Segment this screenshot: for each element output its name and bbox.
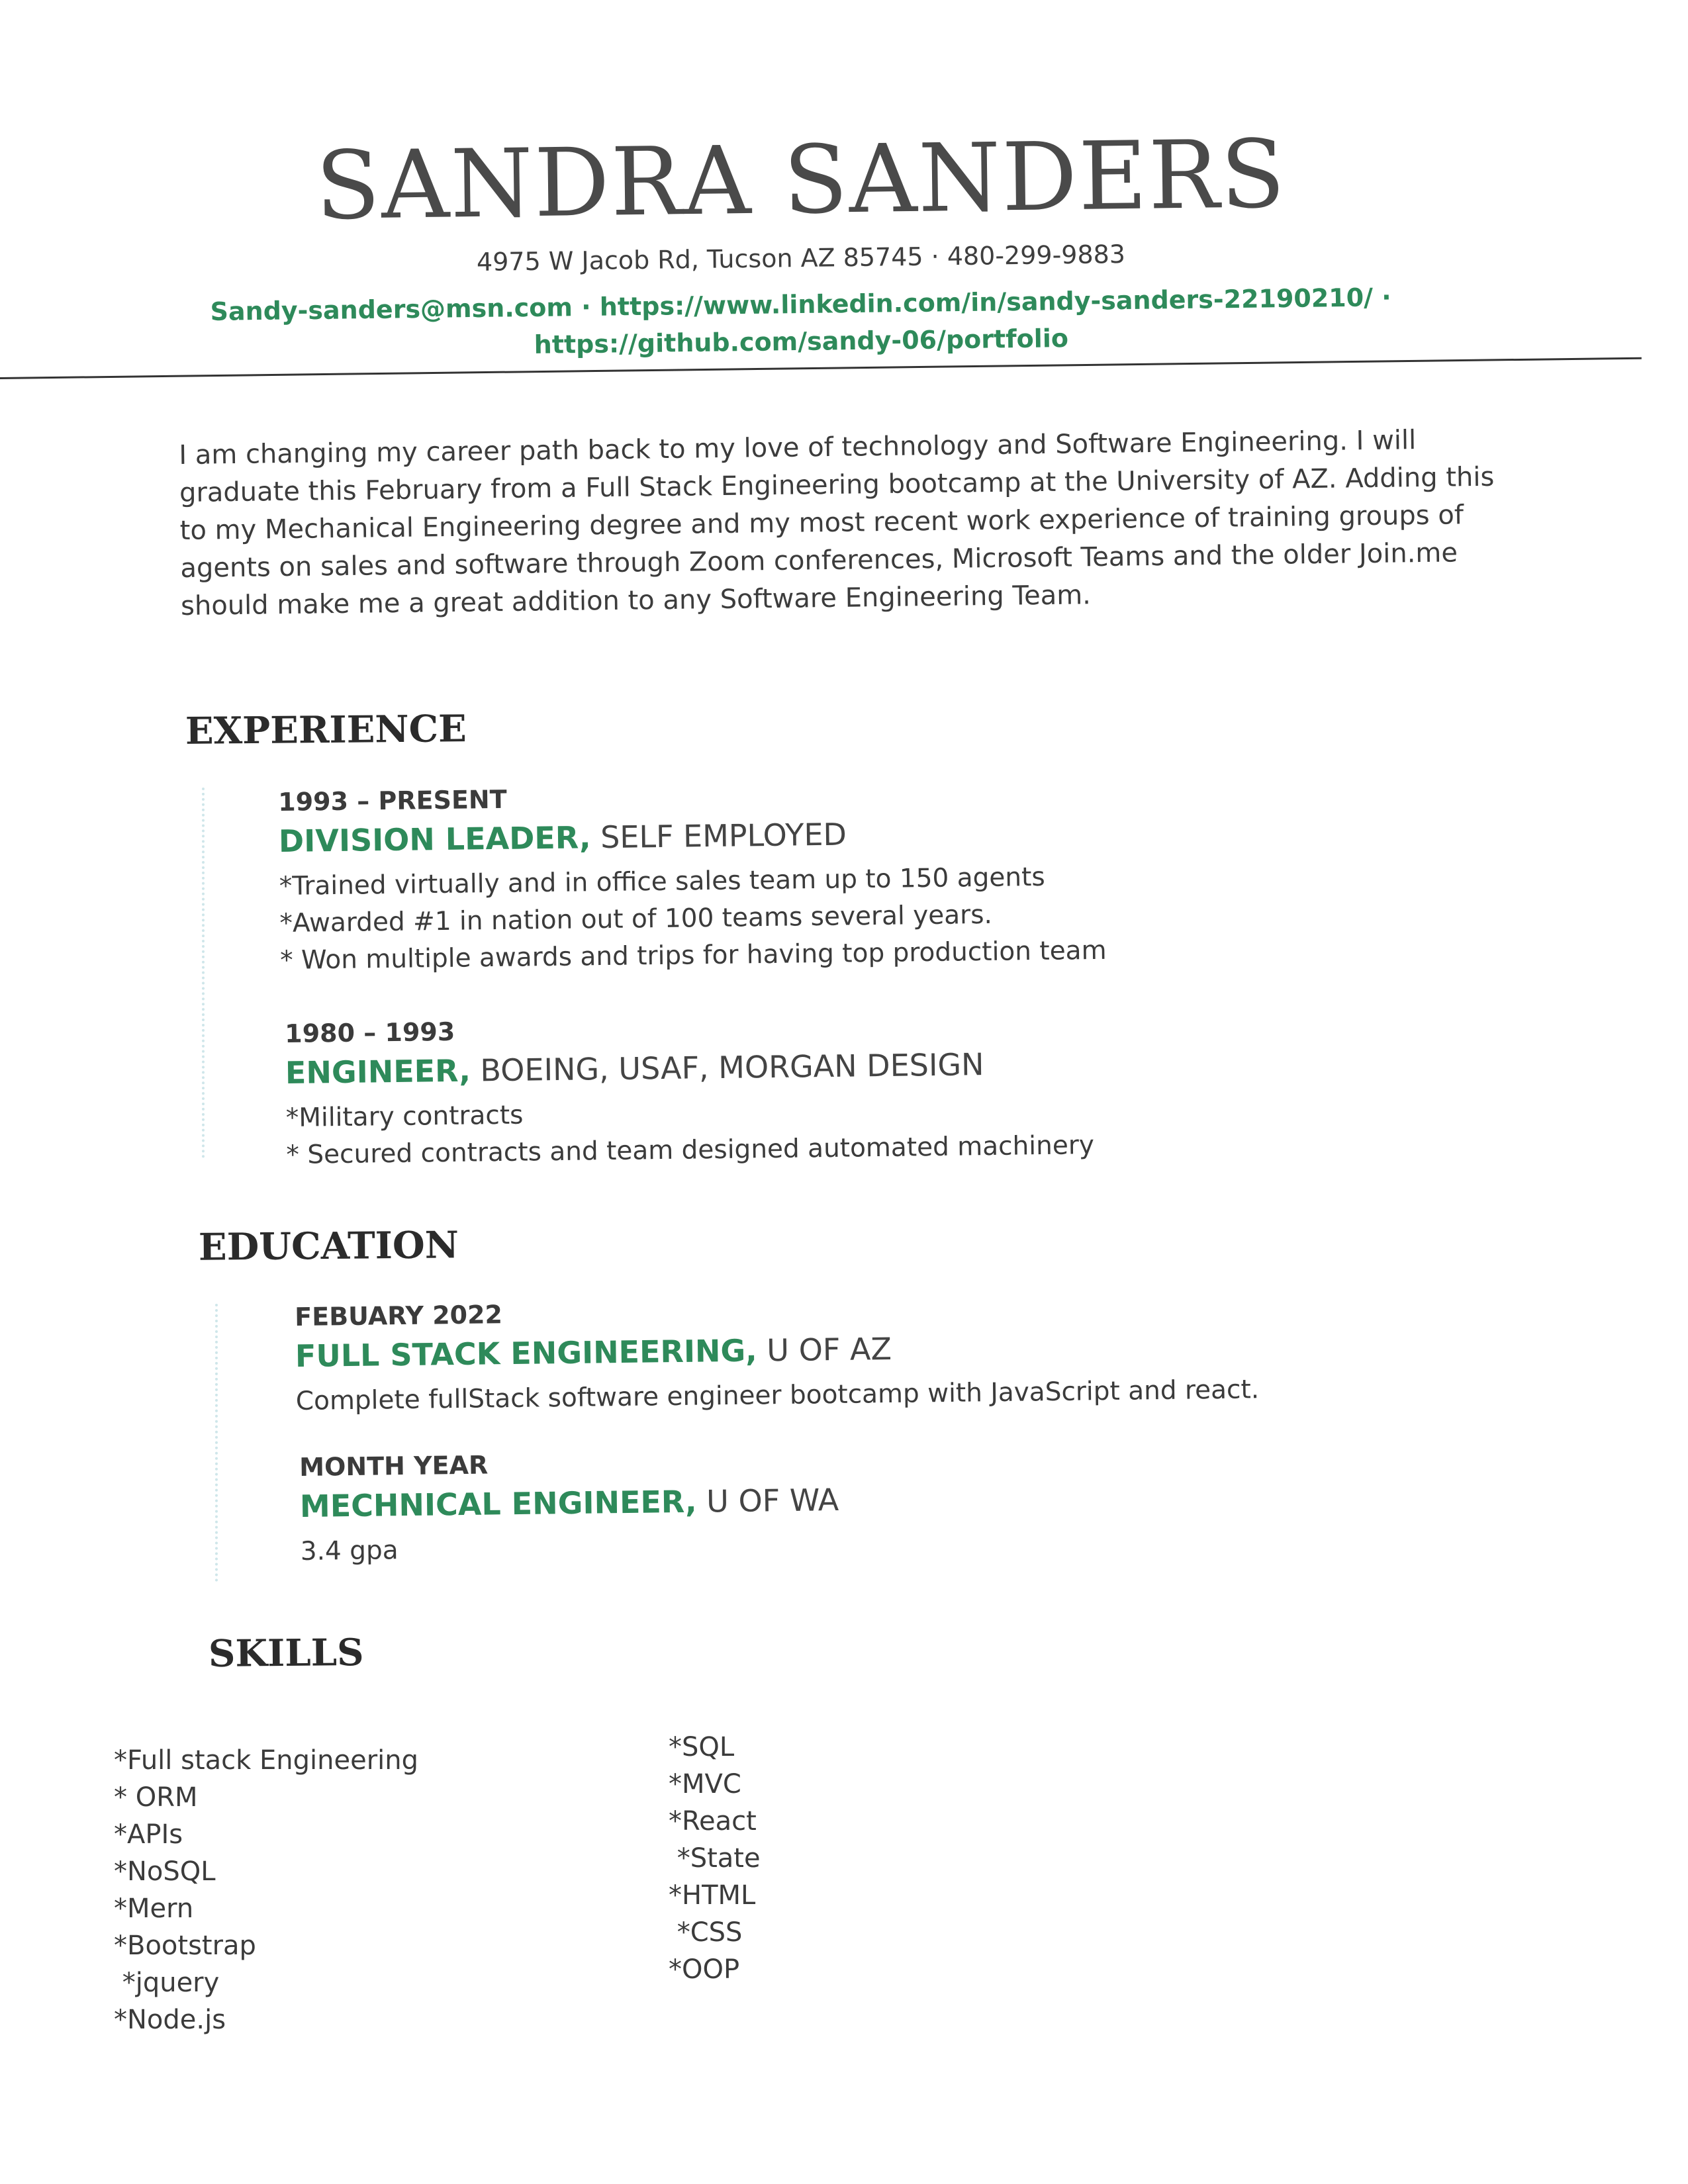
degree-title: FULL STACK ENGINEERING, — [295, 1332, 758, 1374]
skill-item: *OOP — [669, 1954, 740, 1985]
job-role — [285, 1045, 1094, 1091]
education-heading: EDUCATION — [198, 1223, 459, 1269]
skill-item: *Full stack Engineering — [114, 1745, 419, 1776]
experience-heading: EXPERIENCE — [185, 707, 467, 753]
skill-item: *State — [669, 1843, 761, 1874]
experience-timeline — [202, 788, 205, 1158]
job-title: ENGINEER, — [285, 1052, 471, 1091]
job-bullet: *Military contracts — [285, 1100, 524, 1133]
profile-summary: I am changing my career path back to my love of technology and Software Engineering. I will graduate this February from a Full Stack Engineering bootcamp at the University of AZ. Adding this to my Mechanical Engineering degree and my most recent work experience of training groups of agents on sales and software through Zoom conferences, Microsoft Teams and the older Join.me should make me a great addition to any Software Engineering Team. — [179, 425, 1495, 621]
candidate-name: SANDRA SANDERS — [314, 120, 1288, 241]
job-company: BOEING, USAF, MORGAN DESIGN — [470, 1046, 984, 1089]
job-dates: 1993 – PRESENT — [278, 784, 507, 817]
github-link[interactable]: https://github.com/sandy-06/portfolio — [534, 324, 1069, 359]
separator: · — [572, 292, 600, 322]
education-detail: 3.4 gpa — [300, 1535, 399, 1567]
linkedin-link[interactable]: https://www.linkedin.com/in/sandy-sanders-22190210/ — [599, 283, 1374, 322]
job-title: DIVISION LEADER, — [278, 819, 591, 859]
job-dates: 1980 – 1993 — [285, 1017, 455, 1048]
education-detail: Complete fullStack software engineer bootcamp with JavaScript and react. — [295, 1375, 1260, 1416]
skill-item: * ORM — [114, 1782, 198, 1813]
skill-item: *NoSQL — [114, 1856, 216, 1887]
job-entry — [285, 1009, 1094, 1174]
job-role — [279, 813, 1105, 859]
job-bullet: *Awarded #1 in nation out of 100 teams several years. — [279, 899, 993, 938]
education-entry — [299, 1446, 839, 1570]
degree-title: MECHNICAL ENGINEER, — [299, 1483, 697, 1524]
job-bullet: * Won multiple awards and trips for having top production team — [279, 935, 1107, 976]
skill-item: *APIs — [114, 1819, 183, 1850]
skill-item: *MVC — [669, 1769, 741, 1799]
school-name: U OF WA — [696, 1482, 839, 1520]
job-entry — [278, 778, 1107, 979]
skill-item: *CSS — [669, 1917, 743, 1948]
skills-list-right — [669, 1729, 761, 1988]
email-link[interactable]: Sandy-sanders@msn.com — [210, 293, 573, 326]
skill-item: *Node.js — [114, 2005, 226, 2035]
contact-address: 4975 W Jacob Rd, Tucson AZ 85745 · 480-299-9883 — [476, 240, 1126, 277]
skill-item: *HTML — [669, 1880, 756, 1911]
education-degree — [300, 1482, 839, 1524]
job-bullet: * Secured contracts and team designed automated machinery — [286, 1130, 1095, 1170]
job-company: SELF EMPLOYED — [590, 816, 847, 856]
skills-heading: SKILLS — [208, 1630, 364, 1676]
school-name: U OF AZ — [757, 1330, 892, 1369]
education-date: MONTH YEAR — [299, 1450, 489, 1482]
education-timeline — [215, 1304, 218, 1582]
skill-item: *Bootstrap — [114, 1931, 256, 1961]
education-degree — [295, 1326, 1259, 1374]
skill-item: *jquery — [114, 1968, 220, 1998]
skill-item: *SQL — [669, 1732, 735, 1762]
skill-item: *React — [669, 1806, 757, 1837]
job-bullet: *Trained virtually and in office sales team up to 150 agents — [279, 862, 1045, 901]
separator: · — [1372, 283, 1391, 312]
contact-links — [0, 276, 1603, 370]
education-date: FEBUARY 2022 — [295, 1300, 503, 1332]
skill-item: *Mern — [114, 1893, 194, 1924]
skills-list-left — [114, 1742, 418, 2038]
education-entry — [295, 1291, 1259, 1420]
